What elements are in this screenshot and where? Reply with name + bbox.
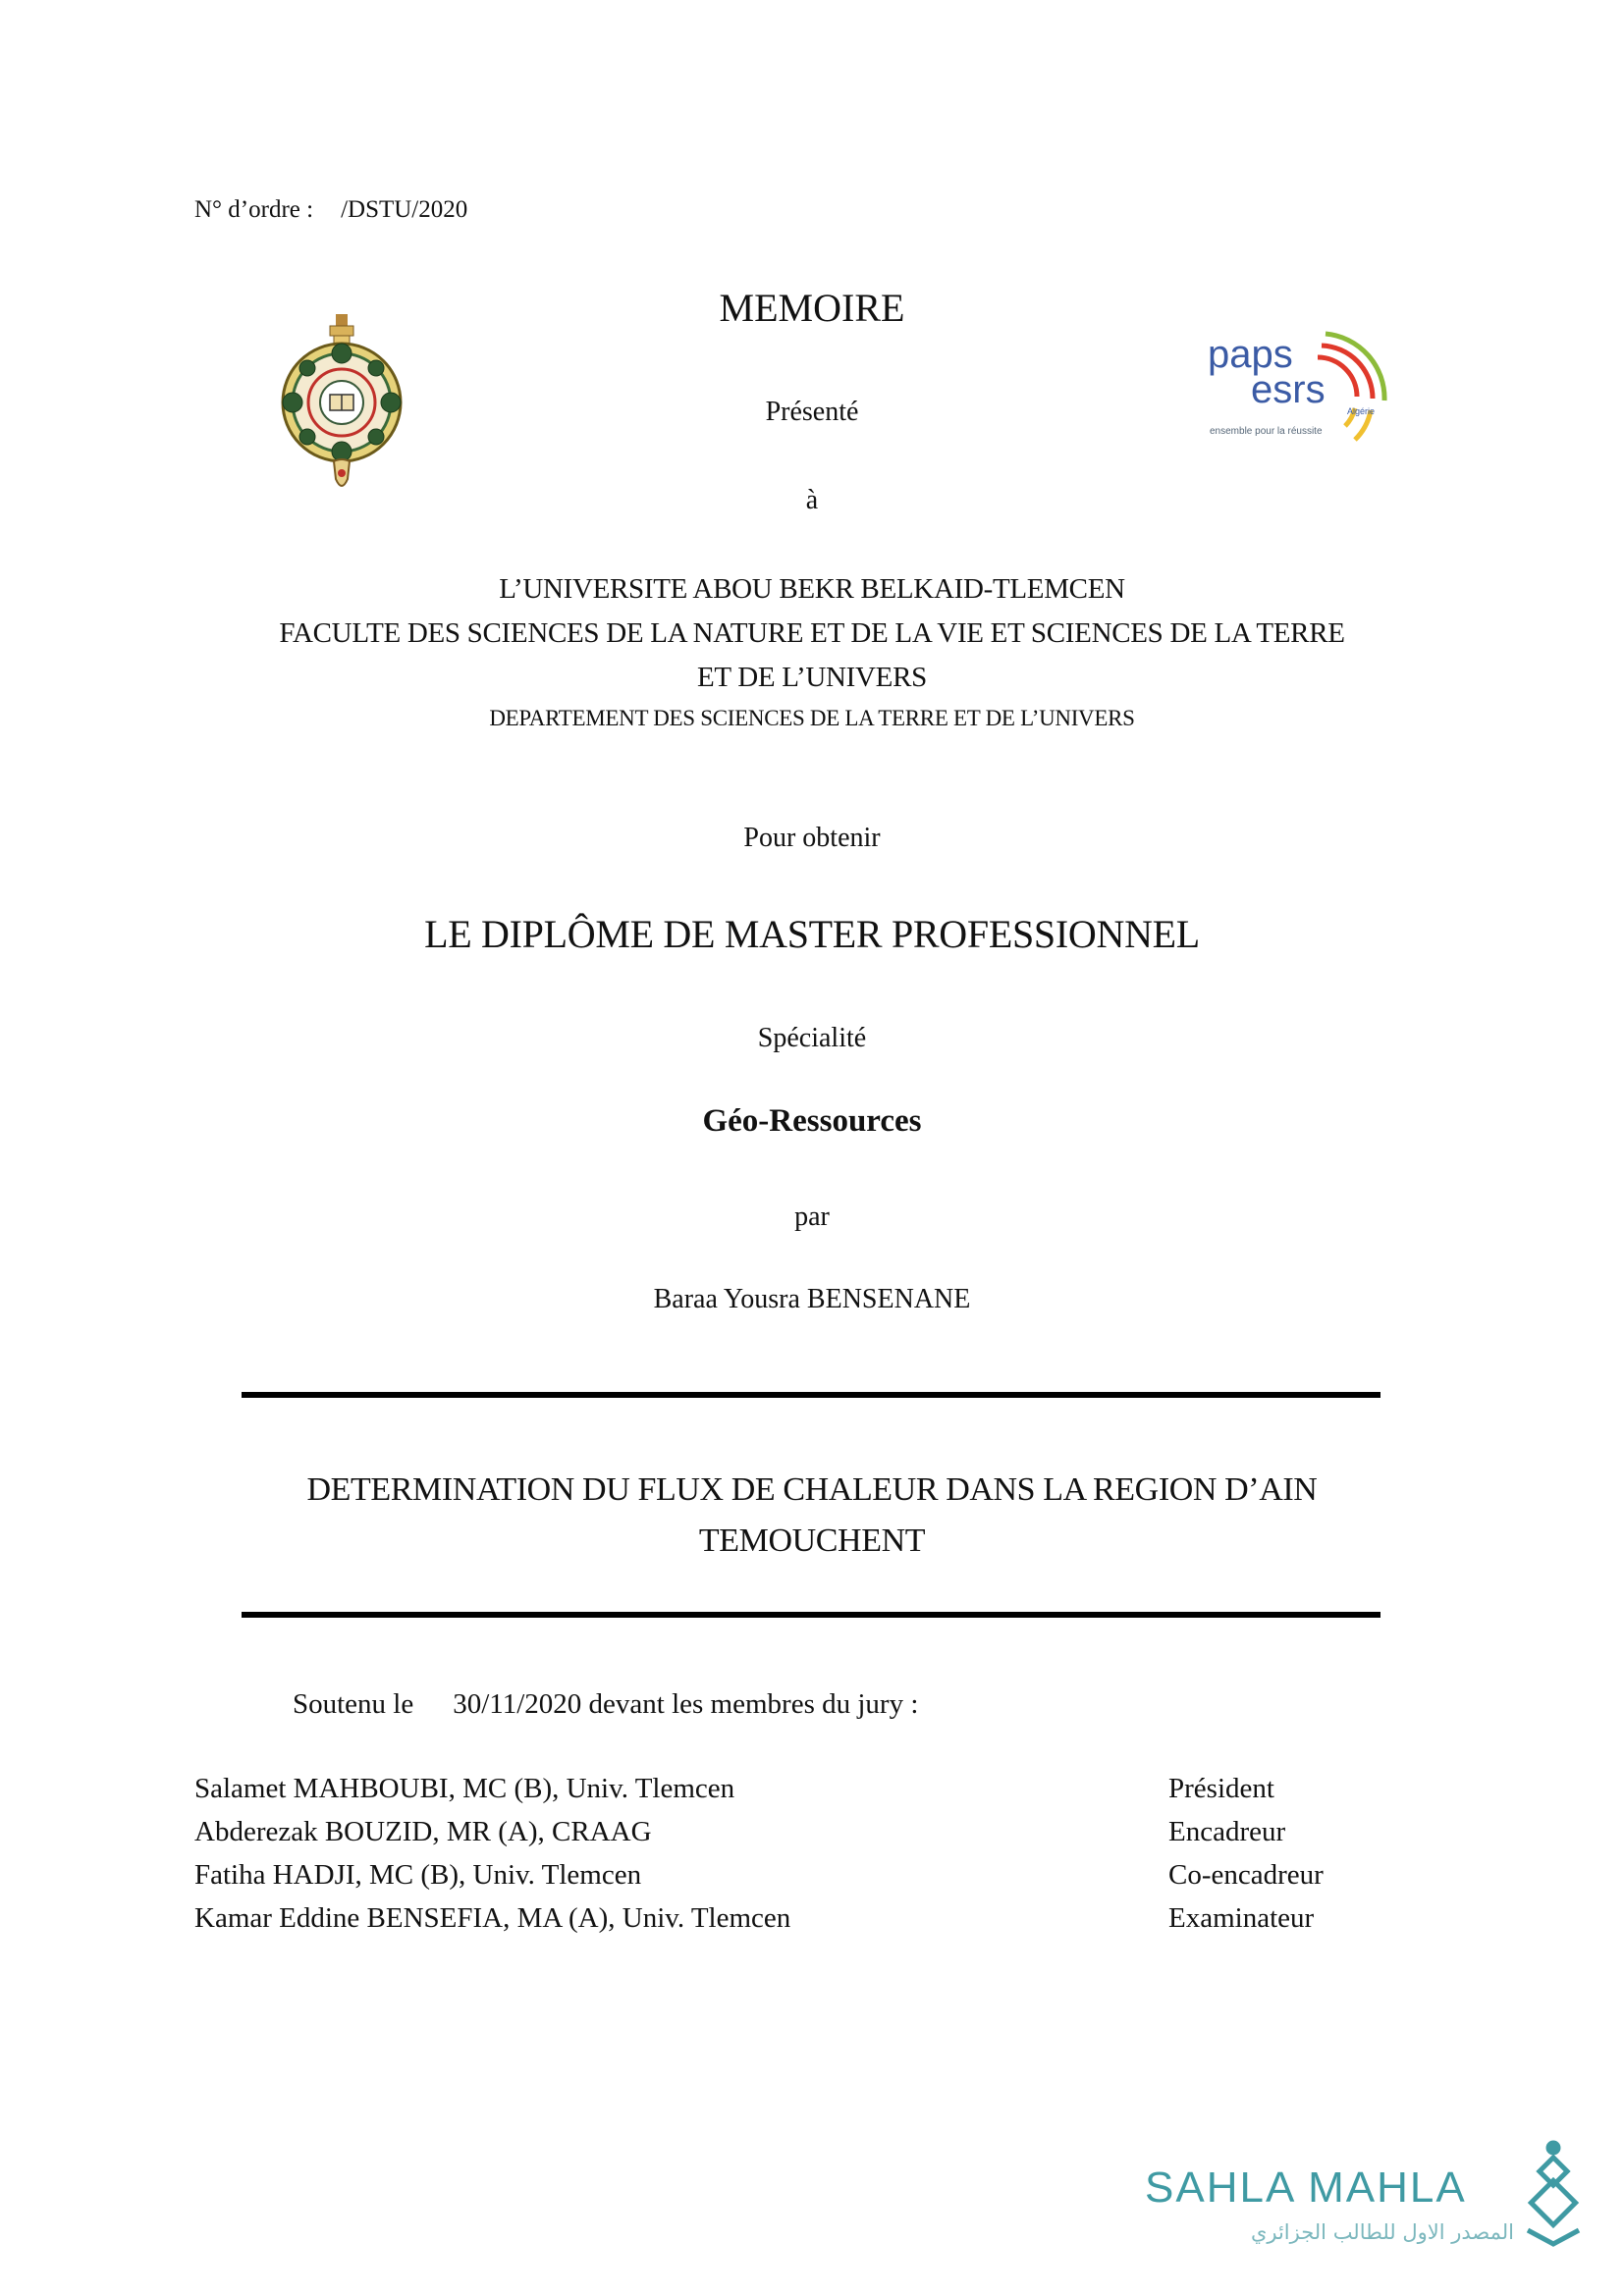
order-label: N° d’ordre : <box>194 196 314 223</box>
by-label: par <box>794 1201 830 1232</box>
watermark-arabic: المصدر الاول للطالب الجزائري <box>1250 2220 1514 2244</box>
degree-intro: Pour obtenir <box>743 823 881 853</box>
presented-label: Présenté <box>765 397 859 427</box>
author-name: Baraa Yousra BENSENANE <box>653 1284 971 1314</box>
speciality: Géo-Ressources <box>702 1103 922 1139</box>
document-type: MEMOIRE <box>719 286 905 330</box>
logo-text-region: Algérie <box>1347 406 1376 416</box>
watermark-text: SAHLA MAHLA <box>1145 2163 1467 2212</box>
paps-esrs-logo <box>1208 320 1390 448</box>
defense-suffix: devant les membres du jury : <box>588 1688 919 1720</box>
logo-text-paps: paps <box>1208 333 1293 376</box>
jury-row <box>194 1859 1373 1902</box>
department-name: DEPARTEMENT DES SCIENCES DE LA TERRE ET DE L’UNIVERS <box>489 706 1135 730</box>
thesis-title <box>0 1465 1624 1567</box>
jury-member-name: Kamar Eddine BENSEFIA, MA (A), Univ. Tlemcen <box>194 1902 791 1934</box>
faculty-line-1: FACULTE DES SCIENCES DE LA NATURE ET DE LA VIE ET SCIENCES DE LA TERRE <box>279 617 1345 649</box>
order-number <box>194 196 467 224</box>
institution-block <box>0 567 1624 737</box>
logo-text-esrs: esrs <box>1251 368 1326 411</box>
university-name: L’UNIVERSITE ABOU BEKR BELKAID-TLEMCEN <box>499 573 1125 605</box>
jury-list <box>194 1773 1373 1946</box>
jury-row <box>194 1773 1373 1816</box>
defense-prefix: Soutenu le <box>293 1688 414 1720</box>
to-label: à <box>805 485 819 515</box>
jury-row <box>194 1816 1373 1859</box>
jury-member-role: Co-encadreur <box>1168 1859 1324 1891</box>
jury-member-name: Fatiha HADJI, MC (B), Univ. Tlemcen <box>194 1859 642 1891</box>
logo-tagline: ensemble pour la réussite <box>1210 426 1323 437</box>
divider-bottom <box>242 1612 1380 1618</box>
divider-top <box>242 1392 1380 1398</box>
jury-member-role: Encadreur <box>1168 1816 1286 1847</box>
jury-member-name: Abderezak BOUZID, MR (A), CRAAG <box>194 1816 652 1847</box>
defense-date: 30/11/2020 <box>453 1688 582 1720</box>
defense-line <box>293 1688 918 1721</box>
thesis-title-line-1: DETERMINATION DU FLUX DE CHALEUR DANS LA REGION D’AIN <box>306 1471 1318 1508</box>
speciality-label: Spécialité <box>757 1023 867 1053</box>
faculty-line-2: ET DE L’UNIVERS <box>697 662 927 693</box>
jury-row <box>194 1902 1373 1946</box>
order-value: /DSTU/2020 <box>341 196 468 223</box>
degree-name: LE DIPLÔME DE MASTER PROFESSIONNEL <box>424 912 1200 956</box>
jury-member-name: Salamet MAHBOUBI, MC (B), Univ. Tlemcen <box>194 1773 735 1804</box>
sahla-mahla-logo <box>1518 2140 1589 2248</box>
thesis-title-line-2: TEMOUCHENT <box>698 1522 926 1559</box>
jury-member-role: Examinateur <box>1168 1902 1315 1934</box>
jury-member-role: Président <box>1168 1773 1274 1804</box>
